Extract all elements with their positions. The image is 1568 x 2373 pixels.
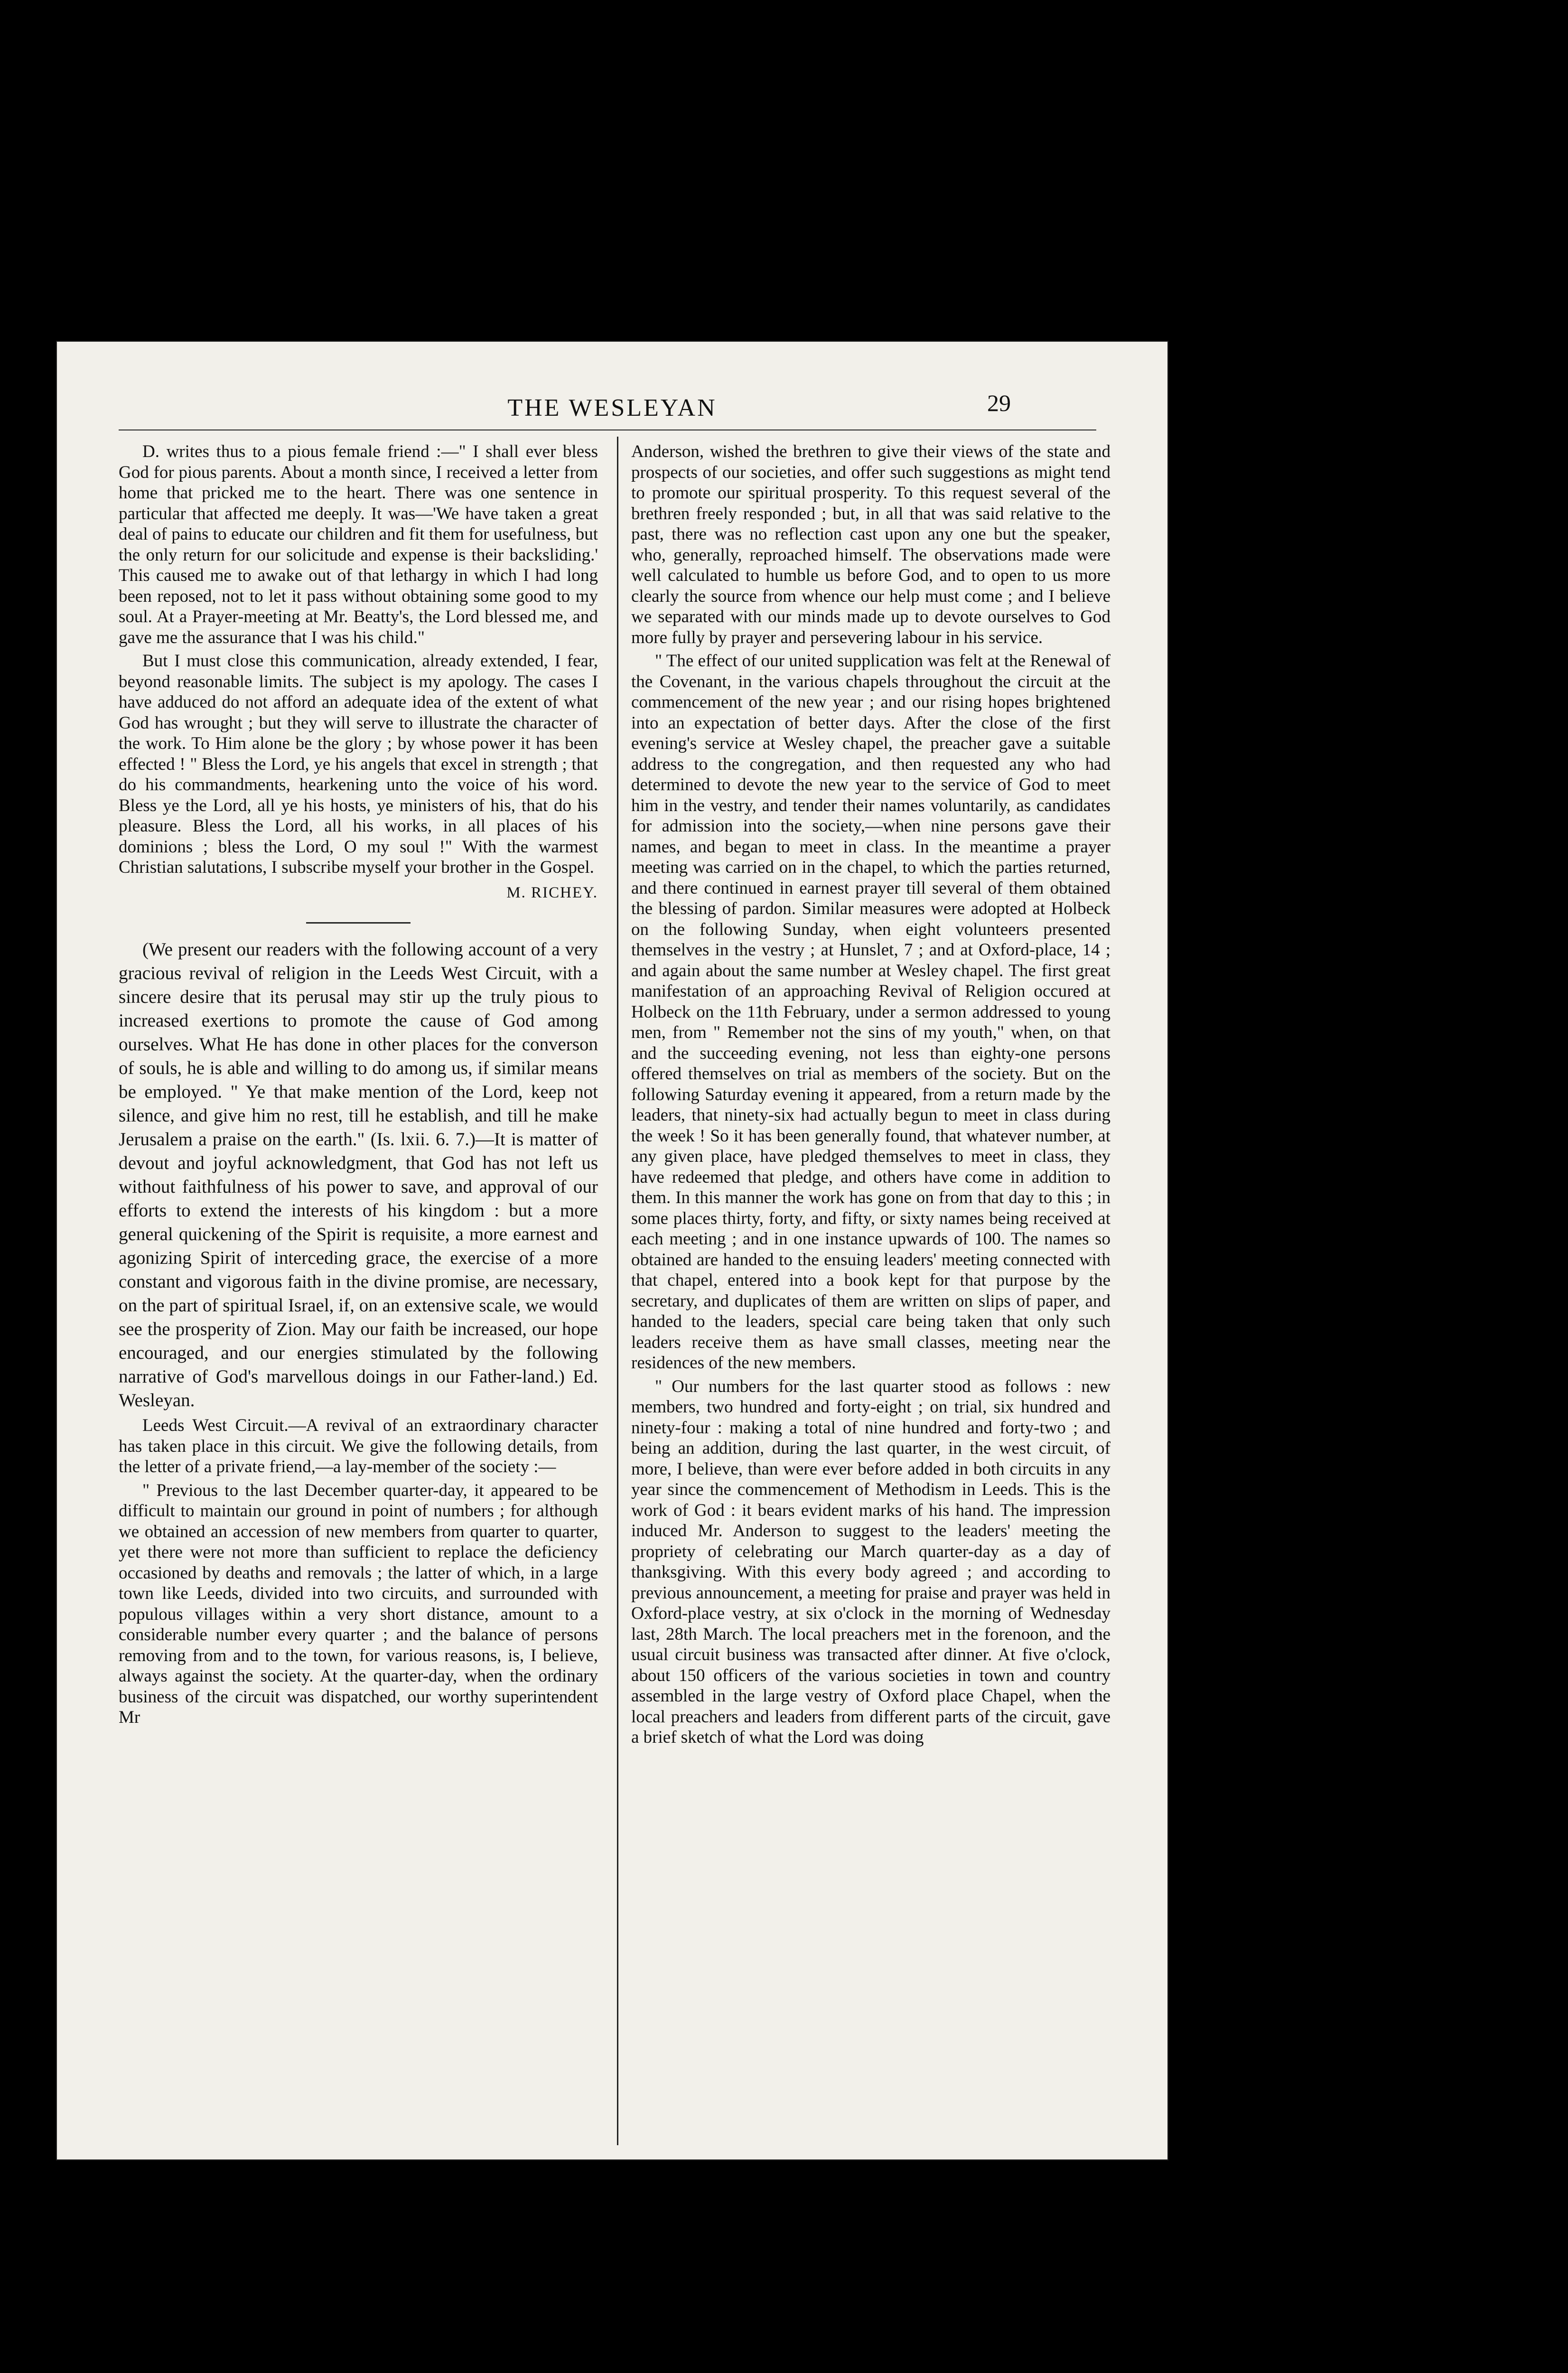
section-divider [306, 922, 411, 924]
right-paragraph-3: " Our numbers for the last quarter stood as follows : new members, two hundred and forty-eight ; on trial, six hundred and ninety-four : making a total of nine hundred and forty-two ; and being an addition, during the last quarter, in the west circuit, of more, I believe, than were ever before added in both circuits in any year since the commencement of Methodism in Leeds. This is the work of God : it bears evident marks of his hand. The impression induced Mr. Anderson to suggest to the leaders' meeting the propriety of celebrating our March quarter-day as a day of thanksgiving. With this every body agreed ; and according to previous announcement, a meeting for praise and prayer was held in Oxford-place vestry, at six o'clock in the morning of Wednesday last, 28th March. The local preachers met in the forenoon, and the usual circuit business was transacted after dinner. At five o'clock, about 150 officers of the various societies in town and country assembled in the large vestry of Oxford place Chapel, when the local preachers and leaders from different parts of the circuit, gave a brief sketch of what the Lord was doing [631, 1376, 1111, 1747]
left-paragraph-3: Leeds West Circuit.—A revival of an extraordinary character has taken place in this circuit. We give the following details, from the letter of a private friend,—a lay-member of the society :— [119, 1416, 598, 1476]
page-number: 29 [987, 390, 1011, 416]
left-paragraph-4: " Previous to the last December quarter-day, it appeared to be difficult to maintain our ground in point of numbers ; for although we obtained an accession of new members from quarter to quarter, yet there were not more than sufficient to replace the deficiency occasioned by deaths and removals ; the latter of which, in a large town like Leeds, divided into two circuits, and surrounded with populous villages within a very short distance, amount to a considerable number every quarter ; and the balance of persons removing from and to the town, for various reasons, is, I believe, always against the society. At the quarter-day, when the ordinary business of the circuit was dispatched, our worthy superintendent Mr [119, 1480, 598, 1727]
signature: M. RICHEY. [506, 884, 598, 901]
left-column [119, 441, 598, 2145]
right-column [631, 441, 1111, 2145]
scan-margin-left [0, 0, 52, 2373]
left-paragraph-1: D. writes thus to a pious female friend :—" I shall ever bless God for pious parents. About a month since, I received a letter from home that pricked me to the heart. There was one sentence in particular that affected me deeply. It was—'We have taken a great deal of pains to educate our children and fit them for usefulness, but the only return for our solicitude and expense is their backsliding.' This caused me to awake out of that lethargy in which I had long been reposed, not to let it pass without obtaining some good to my soul. At a Prayer-meeting at Mr. Beatty's, the Lord blessed me, and gave me the assurance that I was his child." [119, 442, 598, 647]
newspaper-page [57, 342, 1167, 2159]
left-paragraph-2: But I must close this communication, already extended, I fear, beyond reasonable limits. The subject is my apology. The cases I have adduced do not afford an adequate idea of the extent of what God has wrought ; but they will serve to illustrate the character of the work. To Him alone be the glory ; by whose power it has been effected ! " Bless the Lord, ye his angels that excel in strength ; that do his commandments, hearkening unto the voice of his word. Bless ye the Lord, all ye his hosts, ye ministers of his, that do his pleasure. Bless the Lord, all his works, in all places of his dominions ; bless the Lord, O my soul !" With the warmest Christian salutations, I subscribe myself your brother in the Gospel. [119, 651, 598, 877]
page-title: THE WESLEYAN [507, 394, 717, 421]
editor-note: (We present our readers with the following account of a very gracious revival of religion in the Leeds West Circuit, with a sincere desire that its perusal may stir up the truly pious to increased exertions to promote the cause of God among ourselves. What He has done in other places for the converson of souls, he is able and willing to do among us, if similar means be employed. " Ye that make mention of the Lord, keep not silence, and give him no rest, till he establish, and till he make Jerusalem a praise on the earth." (Is. lxii. 6. 7.)—It is matter of devout and joyful acknowledgment, that God has not left us without faithfulness of his power to save, and approval of our efforts to extend the interests of his kingdom : but a more general quickening of the Spirit is requisite, a more earnest and agonizing Spirit of interceding grace, the exercise of a more constant and vigorous faith in the divine promise, are necessary, on the part of spiritual Israel, if, on an extensive scale, we would see the prosperity of Zion. May our faith be increased, our hope encouraged, and our energies stimulated by the following narrative of God's marvellous doings in our Father-land.) Ed. Wesleyan. [119, 939, 598, 1411]
column-divider [617, 437, 618, 2145]
right-paragraph-1: Anderson, wished the brethren to give their views of the state and prospects of our societies, and offer such suggestions as might tend to promote our spiritual prosperity. To this request several of the brethren freely responded ; but, in all that was said relative to the past, there was no reflection cast upon any one but the speaker, who, generally, reproached himself. The observations made were well calculated to humble us before God, and to open to us more clearly the source from whence our help must come ; and I believe we separated with our minds made up to devote ourselves to God more fully by prayer and persevering labour in his service. [631, 442, 1111, 647]
right-paragraph-2: " The effect of our united supplication was felt at the Renewal of the Covenant, in the various chapels throughout the circuit at the commencement of the new year ; and our rising hopes brightened into an expectation of better days. After the close of the first evening's service at Wesley chapel, the preacher gave a suitable address to the congregation, and then requested any who had determined to devote the new year to the service of God to meet him in the vestry, and tender their names voluntarily, as candidates for admission into the society,—when nine persons gave their names, and began to meet in class. In the meantime a prayer meeting was carried on in the chapel, to which the parties returned, and there continued in earnest prayer till several of them obtained the blessing of pardon. Similar measures were adopted at Holbeck on the following Sunday, when eight volunteers presented themselves in the vestry ; at Hunslet, 7 ; and at Oxford-place, 14 ; and again about the same number at Wesley chapel. The first great manifestation of an approaching Revival of Religion occured at Holbeck on the 11th February, under a sermon addressed to young men, from " Remember not the sins of my youth," when, on that and the succeeding evening, not less than eighty-one persons offered themselves on trial as members of the society. But on the following Saturday evening it appeared, from a return made by the leaders, that ninety-six had actually begun to meet in class during the week ! So it has been generally found, that whatever number, at any given place, have pledged themselves to meet in class, they have redeemed that pledge, and others have come in addition to them. In this manner the work has gone on from that day to this ; in some places thirty, forty, and fifty, or sixty names being received at each meeting ; and in one instance upwards of 100. The names so obtained are handed to the ensuing leaders' meeting connected with that chapel, entered into a book kept for that purpose by the secretary, and duplicates of them are written on slips of paper, and handed to the leaders, special care being taken that only such leaders receive them as have small classes, meeting near the residences of the new members. [631, 651, 1111, 1373]
